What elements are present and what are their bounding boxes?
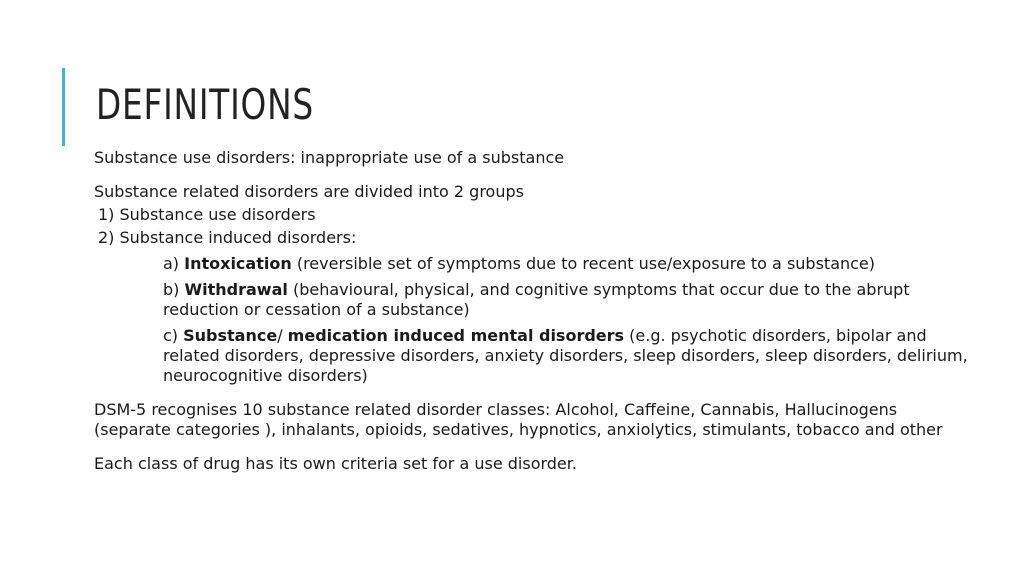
- sub-item-prefix: a): [163, 254, 185, 273]
- group-1: 1) Substance use disorders: [98, 205, 316, 224]
- sub-item-intoxication: [163, 254, 974, 274]
- sub-item-prefix: c): [163, 326, 184, 345]
- sub-item-term: Withdrawal: [184, 280, 288, 299]
- groups-intro: Substance related disorders are divided into 2 groups: [94, 182, 524, 201]
- sub-item-separator: /: [277, 326, 288, 345]
- sub-item-desc: (behavioural, physical, and cognitive symptoms that occur due to the abrupt reduction or cessation of a substance): [163, 280, 910, 319]
- sub-item-withdrawal: [163, 280, 974, 320]
- title-accent-bar: [62, 68, 65, 146]
- definition-line: Substance use disorders: inappropriate use of a substance: [94, 148, 565, 167]
- sub-item-medication-induced: [163, 326, 974, 386]
- criteria-line: Each class of drug has its own criteria set for a use disorder.: [94, 454, 577, 473]
- slide-body: [94, 148, 974, 474]
- dsm5-classes: DSM-5 recognises 10 substance related disorder classes: Alcohol, Caffeine, Cannabis, Hallucinogens (separate categories ), inhalants, opioids, sedatives, hypnotics, anxiolytics, stimulants, tobacco and other: [94, 400, 943, 439]
- group-2: 2) Substance induced disorders:: [98, 228, 357, 247]
- sub-item-term: Intoxication: [184, 254, 292, 273]
- sub-item-term: Substance: [183, 326, 278, 345]
- sub-item-desc: (e.g. psychotic disorders, bipolar and related disorders, depressive disorders, anxiety disorders, sleep disorders, sleep disorders, delirium, neurocognitive disorders): [163, 326, 968, 385]
- sub-item-term: medication induced mental disorders: [287, 326, 625, 345]
- sub-item-prefix: b): [163, 280, 185, 299]
- sub-item-desc: (reversible set of symptoms due to recent use/exposure to a substance): [291, 254, 876, 273]
- slide-title: DEFINITIONS: [96, 80, 314, 129]
